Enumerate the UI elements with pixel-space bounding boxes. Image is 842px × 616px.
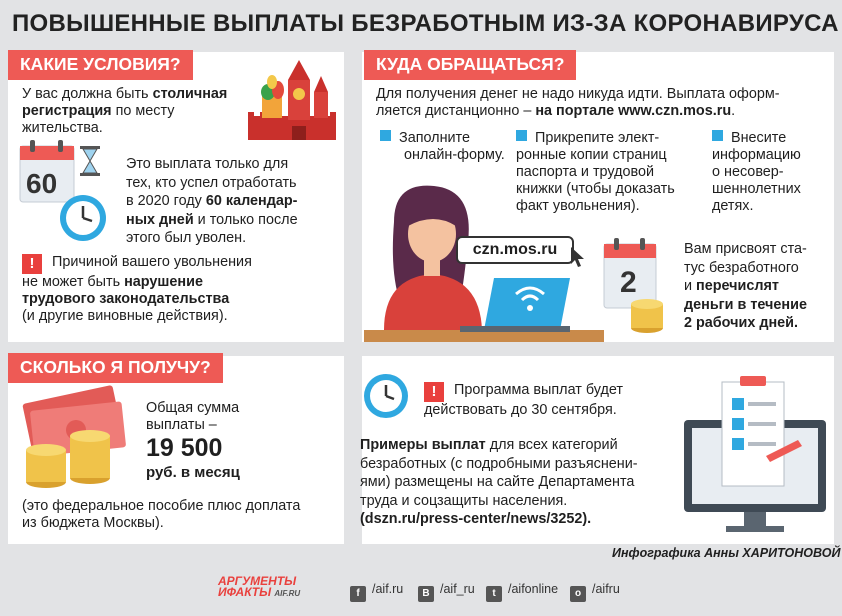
bullet-icon: [380, 130, 391, 141]
payment-amount-block: Общая сумма выплаты –: [146, 400, 240, 433]
kremlin-icon: [248, 56, 336, 140]
step-children-info: Внесите информацию о несовер- шеннолетних детях.: [712, 130, 801, 214]
conditions-paragraph-2: Это выплата только для тех, кто успел отработать в 2020 году 60 календар- ных дней и только после этого был уволен.: [126, 156, 298, 246]
page-title: ПОВЫШЕННЫЕ ВЫПЛАТЫ БЕЗРАБОТНЫМ ИЗ-ЗА КОРОНАВИРУСА: [12, 10, 839, 37]
clock-icon: [58, 193, 108, 243]
how-much-header: СКОЛЬКО Я ПОЛУЧУ?: [8, 353, 223, 383]
where-intro: Для получения денег не надо никуда идти. Выплата оформ- ляется дистанционно – на портале www.czn.mos.ru.: [376, 86, 780, 119]
payment-amount: 19 500: [146, 434, 223, 462]
vk-icon: B: [418, 586, 434, 602]
website-bubble-label: czn.mos.ru: [472, 241, 558, 258]
calendar-number-2: 2: [620, 266, 637, 299]
where-header: КУДА ОБРАЩАТЬСЯ?: [364, 50, 576, 80]
cursor-icon: [570, 246, 586, 268]
program-examples: Примеры выплат для всех категорий безработных (с подробными разъяснени- ями) размещены на сайте Департамента труда и соцзащиты населения. (dszn.ru/press-center/news/3252).: [360, 437, 638, 527]
bullet-icon: [516, 130, 527, 141]
social-odnoklassniki[interactable]: o /aifru: [570, 582, 620, 602]
aif-logo[interactable]: АРГУМЕНТЫ ИФАКТЫ AIF.RU: [218, 574, 301, 599]
step-attach-copies: Прикрепите элект- ронные копии страниц паспорта и трудовой книжки (чтобы доказать факт увольнения).: [516, 130, 675, 214]
program-deadline: ! Программа выплат будет действовать до 30 сентября.: [424, 382, 624, 418]
payment-note: (это федеральное пособие плюс доплата из бюджета Москвы).: [22, 498, 301, 531]
money-icon: [18, 384, 130, 492]
facebook-icon: f: [350, 586, 366, 602]
hourglass-icon: [80, 146, 100, 176]
warning-icon: !: [424, 382, 444, 402]
warning-icon: !: [22, 254, 42, 274]
conditions-header: КАКИЕ УСЛОВИЯ?: [8, 50, 193, 80]
website-bubble: [456, 236, 574, 264]
step-fill-form: Заполните онлайн-форму.: [380, 130, 510, 164]
social-vk[interactable]: B /aif_ru: [418, 582, 475, 602]
conditions-paragraph-1: У вас должна быть столичная регистрация по месту жительства.: [22, 86, 228, 136]
coins-icon: [630, 296, 664, 334]
conditions-paragraph-3: ! Причиной вашего увольнения не может быть нарушение трудового законодательства (и другие виновные действия).: [22, 254, 252, 324]
clock-icon: [362, 372, 410, 420]
credit-text: Инфографика Анны ХАРИТОНОВОЙ: [612, 546, 841, 560]
social-twitter[interactable]: t /aifonline: [486, 582, 558, 602]
payment-unit: руб. в месяц: [146, 464, 240, 481]
status-text: Вам присвоят ста- тус безработного и перечислят деньги в течение 2 рабочих дней.: [684, 241, 807, 331]
bullet-icon: [712, 130, 723, 141]
odnoklassniki-icon: o: [570, 586, 586, 602]
social-facebook[interactable]: f /aif.ru: [350, 582, 403, 602]
monitor-checklist-icon: [682, 376, 828, 536]
calendar-number-60: 60: [26, 168, 58, 199]
twitter-icon: t: [486, 586, 502, 602]
